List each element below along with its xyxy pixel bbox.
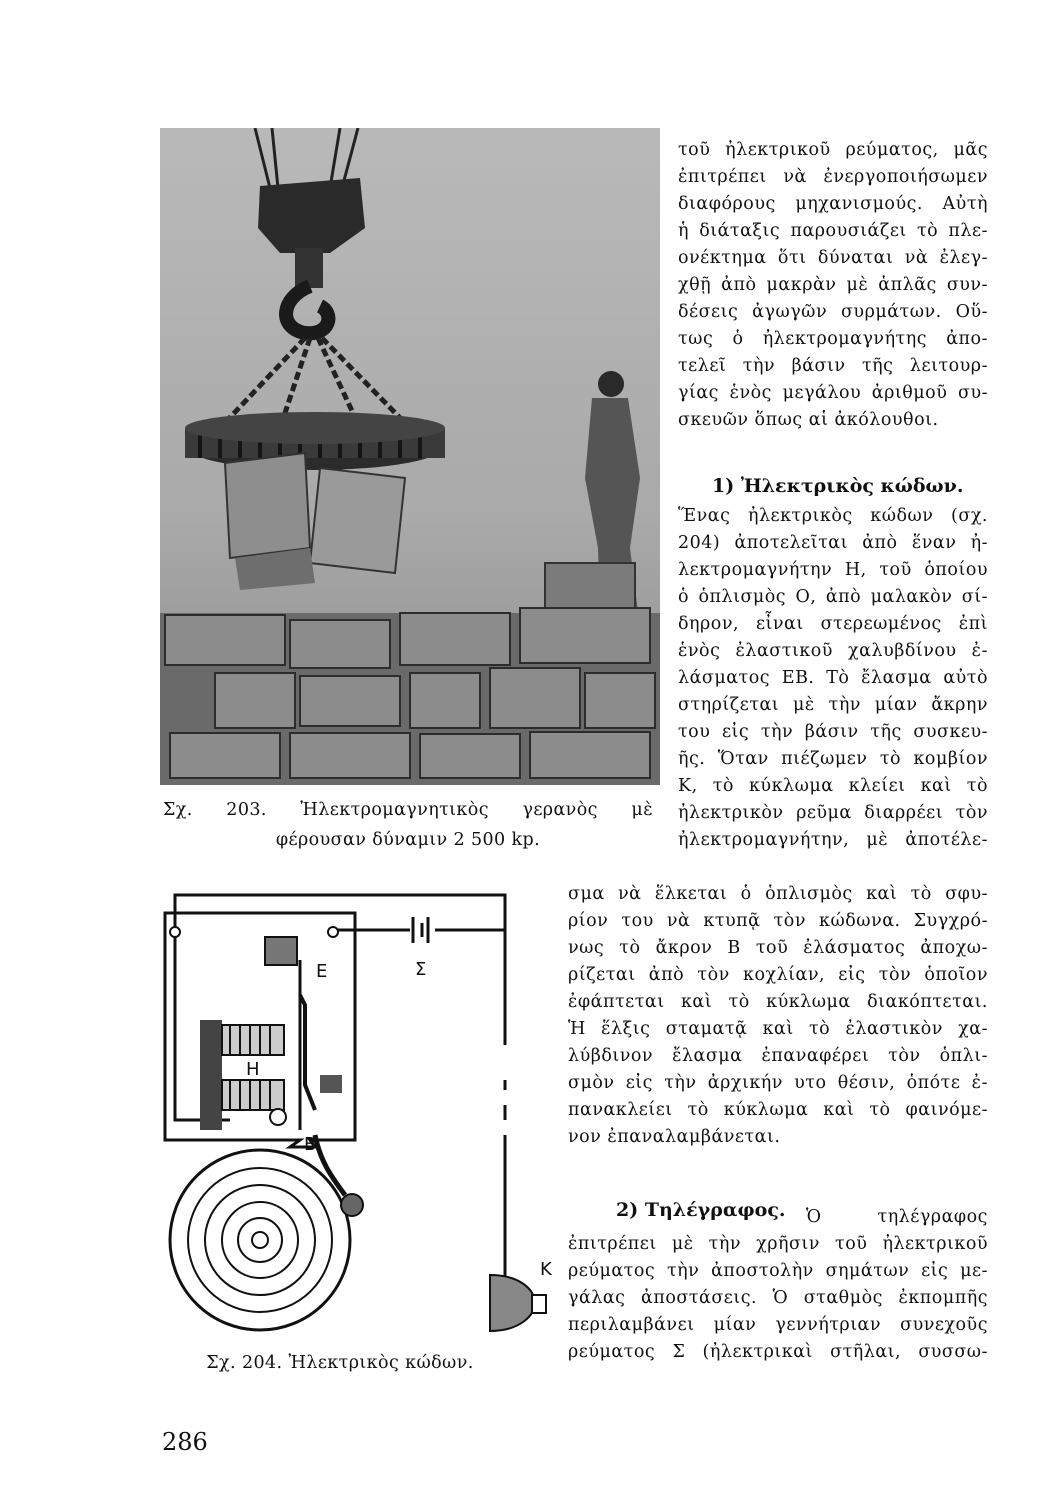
label-H: Η: [246, 1059, 260, 1080]
label-Sigma: Σ: [415, 959, 427, 980]
figure-204-caption: Σχ. 204. Ἠλεκτρικὸς κώδων.: [206, 1353, 474, 1373]
text-line: χθῇ ἀπὸ μακρὰν μὲ ἁπλᾶς συν-: [678, 275, 988, 295]
section1-heading: 1) Ἠλεκτρικὸς κώδων.: [712, 475, 964, 497]
text-line: σκευῶν ὅπως αἱ ἀκόλουθοι.: [678, 410, 939, 430]
page-number: 286: [162, 1428, 208, 1456]
text-line: ἑνὸς ἐλαστικοῦ χαλυβδίνου ἐ-: [678, 641, 988, 661]
push-button-knob: [532, 1295, 546, 1313]
text-line: λύβδινον ἔλασμα ἐπαναφέρει τὸν ὁπλι-: [568, 1046, 988, 1066]
text-line: ρεύματος τὴν ἀποστολὴν σημάτων εἰς με-: [568, 1261, 988, 1281]
text-line: ἐπιτρέπει νὰ ἐνεργοποιήσωμεν: [678, 167, 988, 187]
text-line: ρεύματος Σ (ἠλεκτρικαὶ στῆλαι, συσσω-: [568, 1342, 988, 1362]
section2-paragraph: [568, 1231, 988, 1366]
text-line: ἐπιτρέπει μὲ τὴν χρῆσιν τοῦ ἠλεκτρικοῦ: [568, 1234, 988, 1254]
text-line: ἠλεκτρομαγνήτην, μὲ ἀποτέλε-: [678, 830, 988, 850]
text-line: διαφόρους μηχανισμούς. Αὐτὴ: [678, 194, 988, 214]
text-line: του εἰς τὴν βάσιν τῆς συσκευ-: [678, 722, 988, 742]
text-line: Ἕνας ἠλεκτρικὸς κώδων (σχ.: [678, 506, 988, 526]
text-line: ὁ ὁπλισμὸς Ο, ἀπὸ μαλακὸν σί-: [678, 587, 988, 607]
label-K: Κ: [540, 1259, 552, 1280]
label-B: Β: [304, 1134, 317, 1155]
text-line: ἡ διάταξις παρουσιάζει τὸ πλε-: [678, 221, 988, 241]
steel-blade: [300, 995, 315, 1110]
text-line: τως ὁ ἠλεκτρομαγνήτης ἀπο-: [678, 329, 988, 349]
text-line: ρίζεται ἀπὸ τὸν κοχλίαν, εἰς τὸν ὁποῖον: [568, 965, 988, 985]
section2-heading-rest: [806, 1204, 988, 1231]
text-line: γάλας ἀποστάσεις. Ὁ σταθμὸς ἐκπομπῆς: [568, 1288, 988, 1308]
text-line: περιλαμβάνει μίαν γεννήτριαν συνεχοῦς: [568, 1315, 988, 1335]
text-line: ονέκτημα ὅτι δύναται νὰ ἐλεγ-: [678, 248, 988, 268]
text-line: σμὸν εἰς τὴν ἀρχικήν υτο θέσιν, ὁπότε ἐ-: [568, 1073, 988, 1093]
figure-203-caption: [163, 795, 653, 855]
text-line: νως τὸ ἄκρον Β τοῦ ἐλάσματος ἀποχω-: [568, 938, 988, 958]
text-line: στηρίζεται μὲ τὴν μίαν ἄκρην: [678, 695, 988, 715]
terminal-screw-right: [328, 927, 338, 937]
figure-203-caption-line1: Σχ. 203. Ἠλεκτρομαγνητικὸς γερανὸς μὲ: [163, 800, 653, 820]
text-line: σμα νὰ ἕλκεται ὁ ὁπλισμὸς καὶ τὸ σφυ-: [568, 884, 988, 904]
text-line: ῆς. Ὅταν πιέζωμεν τὸ κομβίον: [678, 749, 988, 769]
text-line: γίας ἑνὸς μεγάλου ἀριθμοῦ συ-: [678, 383, 988, 403]
text-line: ρίον του νὰ κτυπᾷ τὸν κώδωνα. Συγχρό-: [568, 911, 988, 931]
intro-paragraph: [678, 137, 988, 434]
text-line: Ἡ ἕλξις σταματᾷ καὶ τὸ ἐλαστικὸν χα-: [568, 1019, 988, 1039]
push-button-housing: [490, 1275, 535, 1331]
section2-heading: 2) Τηλέγραφος.: [616, 1199, 786, 1221]
text-line: Κ, τὸ κύκλωμα κλείει καὶ τὸ: [678, 776, 988, 796]
magnet-yoke: [200, 1020, 222, 1130]
text-line: λεκτρομαγνήτην Η, τοῦ ὁποίου: [678, 560, 988, 580]
text-line: 204) ἀποτελεῖται ἀπὸ ἕναν ἠ-: [678, 533, 988, 553]
text-line: τελεῖ τὴν βάσιν τῆς λειτουρ-: [678, 356, 988, 376]
wire-outer: [175, 895, 505, 1045]
crane-photo: [160, 128, 660, 785]
text-line: λάσματος ΕΒ. Τὸ ἔλασμα αὐτὸ: [678, 668, 988, 688]
text-line: δηρον, εἶναι στερεωμένος ἐπὶ: [678, 614, 988, 634]
contact-block: [265, 937, 297, 965]
text-line: δέσεις ἀγωγῶν συρμάτων. Οὕ-: [678, 302, 988, 322]
text-line: τοῦ ἠλεκτρικοῦ ρεύματος, μᾶς: [678, 140, 988, 160]
battery-symbol: [413, 917, 428, 943]
text-line: νον ἐπαναλαμβάνεται.: [568, 1127, 781, 1147]
text-line: ἐφάπτεται καὶ τὸ κύκλωμα διακόπτεται.: [568, 992, 988, 1012]
figure-203-caption-line2: φέρουσαν δύναμιν 2 500 kp.: [275, 830, 541, 850]
bell-center-screw: [252, 1232, 268, 1248]
hammer-ball: [341, 1194, 363, 1216]
section1-paragraph-wide: [568, 881, 988, 1151]
label-E: Ε: [316, 961, 328, 982]
electric-bell-diagram: [160, 885, 570, 1340]
text-line: ἠλεκτρικὸν ρεῦμα διαρρέει τὸν: [678, 803, 988, 823]
text-line: πανακλείει τὸ κύκλωμα καὶ τὸ φαινόμε-: [568, 1100, 988, 1120]
terminal-screw-left: [170, 927, 180, 937]
text-line: Ὁ τηλέγραφος: [806, 1207, 988, 1227]
section1-paragraph-narrow: [678, 503, 988, 854]
